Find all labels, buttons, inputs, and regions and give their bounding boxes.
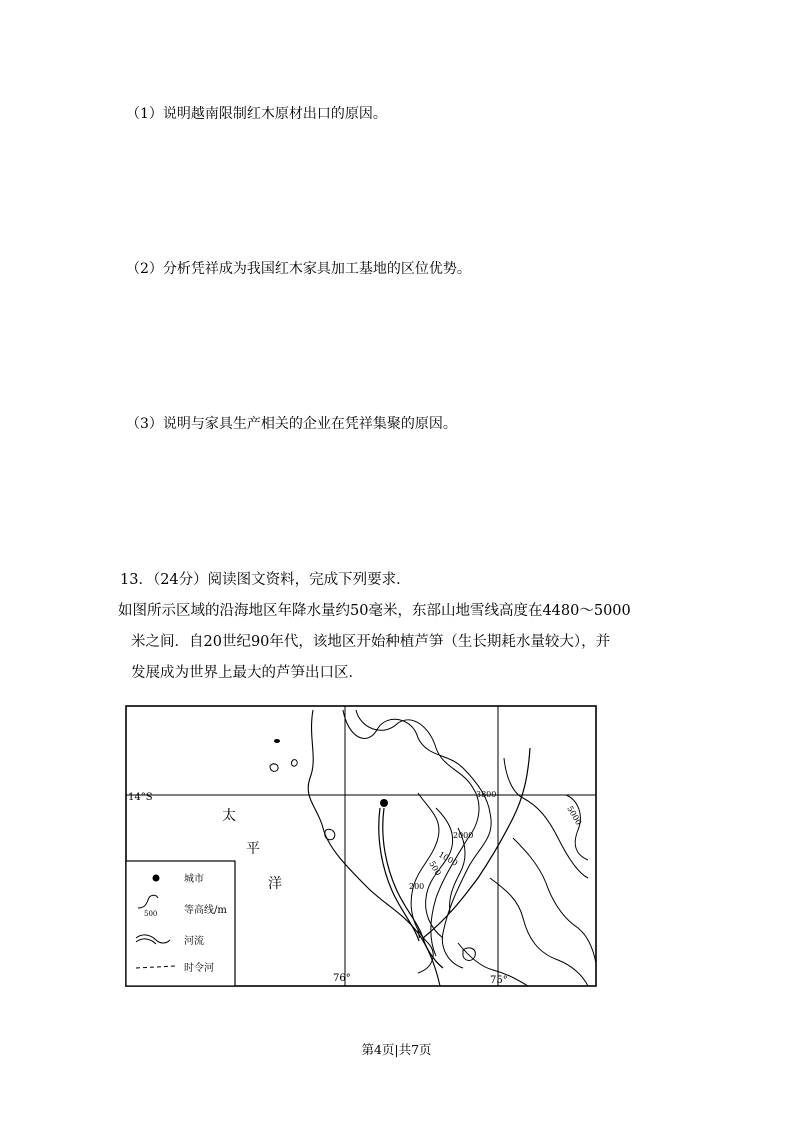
latitude-label: 14°S	[128, 792, 153, 803]
ocean-label-char3: 洋	[268, 876, 282, 892]
city-marker	[380, 799, 388, 807]
island	[325, 829, 335, 840]
legend-contour-sample: 500	[144, 910, 158, 918]
ocean-label-char1: 太	[222, 808, 236, 824]
river	[423, 748, 530, 938]
contour-label-5000: 5000	[565, 804, 584, 827]
coastline	[308, 710, 443, 986]
longitude-label-75: 75°	[490, 975, 508, 986]
island	[292, 760, 298, 767]
question-3: （3）说明与家具生产相关的企业在凭祥集聚的原因。	[126, 416, 457, 432]
contour-map	[118, 698, 600, 990]
legend-contour-label: 等高线/m	[184, 905, 227, 916]
question-13	[118, 565, 678, 689]
legend-city-symbol	[153, 875, 160, 882]
contour-label-2000: 2000	[453, 831, 474, 840]
map-legend	[126, 861, 235, 986]
longitude-label-76: 76°	[333, 973, 351, 984]
legend-city-label: 城市	[184, 874, 204, 885]
legend-seasonal-river-label: 时令河	[184, 963, 214, 974]
island	[270, 764, 278, 772]
question-13-line3: 发展成为世界上最大的芦笋出口区．	[131, 665, 363, 681]
question-2: （2）分析凭祥成为我国红木家具加工基地的区位优势。	[126, 261, 471, 277]
legend-river-label: 河流	[184, 936, 204, 947]
river	[379, 808, 419, 941]
question-1: （1）说明越南限制红木原材出口的原因。	[126, 106, 387, 122]
ocean-label-char2: 平	[246, 841, 260, 857]
island	[274, 739, 280, 743]
legend-box	[126, 861, 235, 986]
question-13-line1: 如图所示区域的沿海地区年降水量约50毫米，东部山地雪线高度在4480～5000	[118, 603, 631, 619]
contour-lines	[343, 710, 596, 986]
question-13-title: 13．（24分）阅读图文资料，完成下列要求．	[120, 572, 411, 588]
contour-label-3800: 3800	[476, 790, 497, 799]
page-footer: 第4页|共7页	[361, 1042, 432, 1057]
contour-label-200: 200	[409, 882, 425, 891]
question-13-line2: 米之间．自20世纪90年代，该地区开始种植芦笋（生长期耗水量较大），并	[131, 634, 611, 650]
contour-label-1000: 1000	[437, 849, 460, 868]
contour-label-500: 500	[427, 859, 443, 878]
